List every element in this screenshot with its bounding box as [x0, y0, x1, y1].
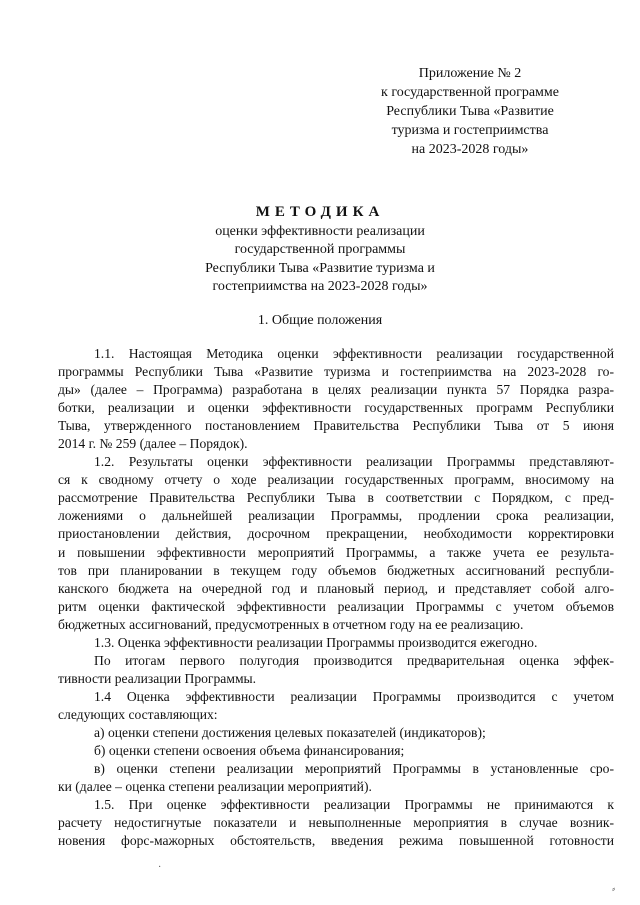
paragraph-line: 2014 г. № 259 (далее – Порядок).: [58, 436, 248, 452]
paragraph-line: 1.4 Оценка эффективности реализации Программы производится с учетом: [94, 688, 614, 704]
appendix-line: Республики Тыва «Развитие: [386, 104, 554, 119]
document-title: [120, 203, 520, 297]
paragraph-line: Тыва, утвержденного постановлением Правительства Республики Тыва от 5 июня: [58, 418, 614, 434]
paragraph-line: приостановлении действия, досрочном прекращении, необходимости корректировки: [58, 526, 614, 542]
paragraph-line: ритм оценки фактической эффективности реализации Программы с учетом объемов: [58, 598, 614, 614]
paragraph-line: 1.1. Настоящая Методика оценки эффективности реализации государственной: [94, 346, 614, 361]
paragraph-line: бюджетных ассигнований, предусмотренных в отчетном году на ее реализацию.: [58, 616, 524, 632]
paragraph-line: 1.5. При оценке эффективности реализации Программы не принимаются к: [94, 797, 614, 813]
paragraph-line: канского бюджета на очередной год и плановый период, и представляет собой алго-: [58, 580, 614, 596]
paragraph-line: По итогам первого полугодия производится предварительная оценка эффек-: [94, 652, 614, 668]
paragraph-line: новения форс-мажорных обстоятельств, введения режима повышенной готовности: [58, 833, 614, 849]
title-heading: МЕТОДИКА: [255, 204, 385, 220]
paragraph-line: расчету недостигнутые показатели и невыполненные мероприятия в случае возник-: [58, 815, 614, 831]
appendix-line: на 2023-2028 годы»: [411, 142, 529, 157]
paragraph-line: рассмотрение Правительства Республики Тыва в соответствии с Порядком, с пред-: [58, 490, 614, 506]
appendix-line: туризма и гостеприимства: [391, 123, 549, 138]
list-item: в) оценки степени реализации мероприятий Программы в установленные сро-: [94, 761, 614, 777]
title-line: государственной программы: [234, 242, 406, 257]
body-text: [58, 345, 614, 850]
list-item: б) оценки степени освоения объема финансирования;: [94, 743, 405, 759]
section-heading: 1. Общие положения: [257, 313, 383, 328]
paragraph-line: следующих составляющих:: [58, 706, 218, 722]
paragraph-line: 1.3. Оценка эффективности реализации Программы производится ежегодно.: [94, 634, 538, 650]
paragraph-line: тивности реализации Программы.: [58, 670, 257, 686]
appendix-header: [355, 64, 585, 159]
paragraph-line: тов при планировании в текущем году объемов бюджетных ассигнований республи-: [58, 562, 614, 578]
list-item: а) оценки степени достижения целевых показателей (индикаторов);: [94, 724, 486, 740]
paragraph-line: ся к сводному отчету о ходе реализации государственных программ, вносимому на: [58, 472, 614, 488]
paragraph-line: ды» (далее – Программа) разработана в целях реализации пункта 57 Порядка разра-: [58, 382, 614, 398]
appendix-line: Приложение № 2: [418, 66, 522, 81]
title-line: оценки эффективности реализации: [215, 223, 425, 239]
paragraph-line: ки (далее – оценка степени реализации мероприятий).: [58, 779, 372, 795]
title-line: Республики Тыва «Развитие туризма и: [205, 260, 435, 276]
paragraph-line: ложениями о дальнейшей реализации Программы, продлении срока реализации,: [58, 508, 614, 524]
paragraph-line: программы Республики Тыва «Развитие туризма и гостеприимства на 2023-2028 го-: [58, 364, 614, 380]
scan-mark: ·: [158, 862, 162, 873]
title-line: гостеприимства на 2023-2028 годы»: [212, 279, 428, 294]
paragraph-line: ботки, реализации и оценки эффективности государственных программ Республики: [58, 400, 614, 416]
scan-mark: ⸗: [612, 884, 616, 895]
appendix-line: к государственной программе: [381, 85, 559, 100]
paragraph-line: и повышении эффективности мероприятий Программы, а также учета ее результа-: [58, 544, 614, 560]
paragraph-line: 1.2. Результаты оценки эффективности реализации Программы представляют-: [94, 454, 614, 470]
